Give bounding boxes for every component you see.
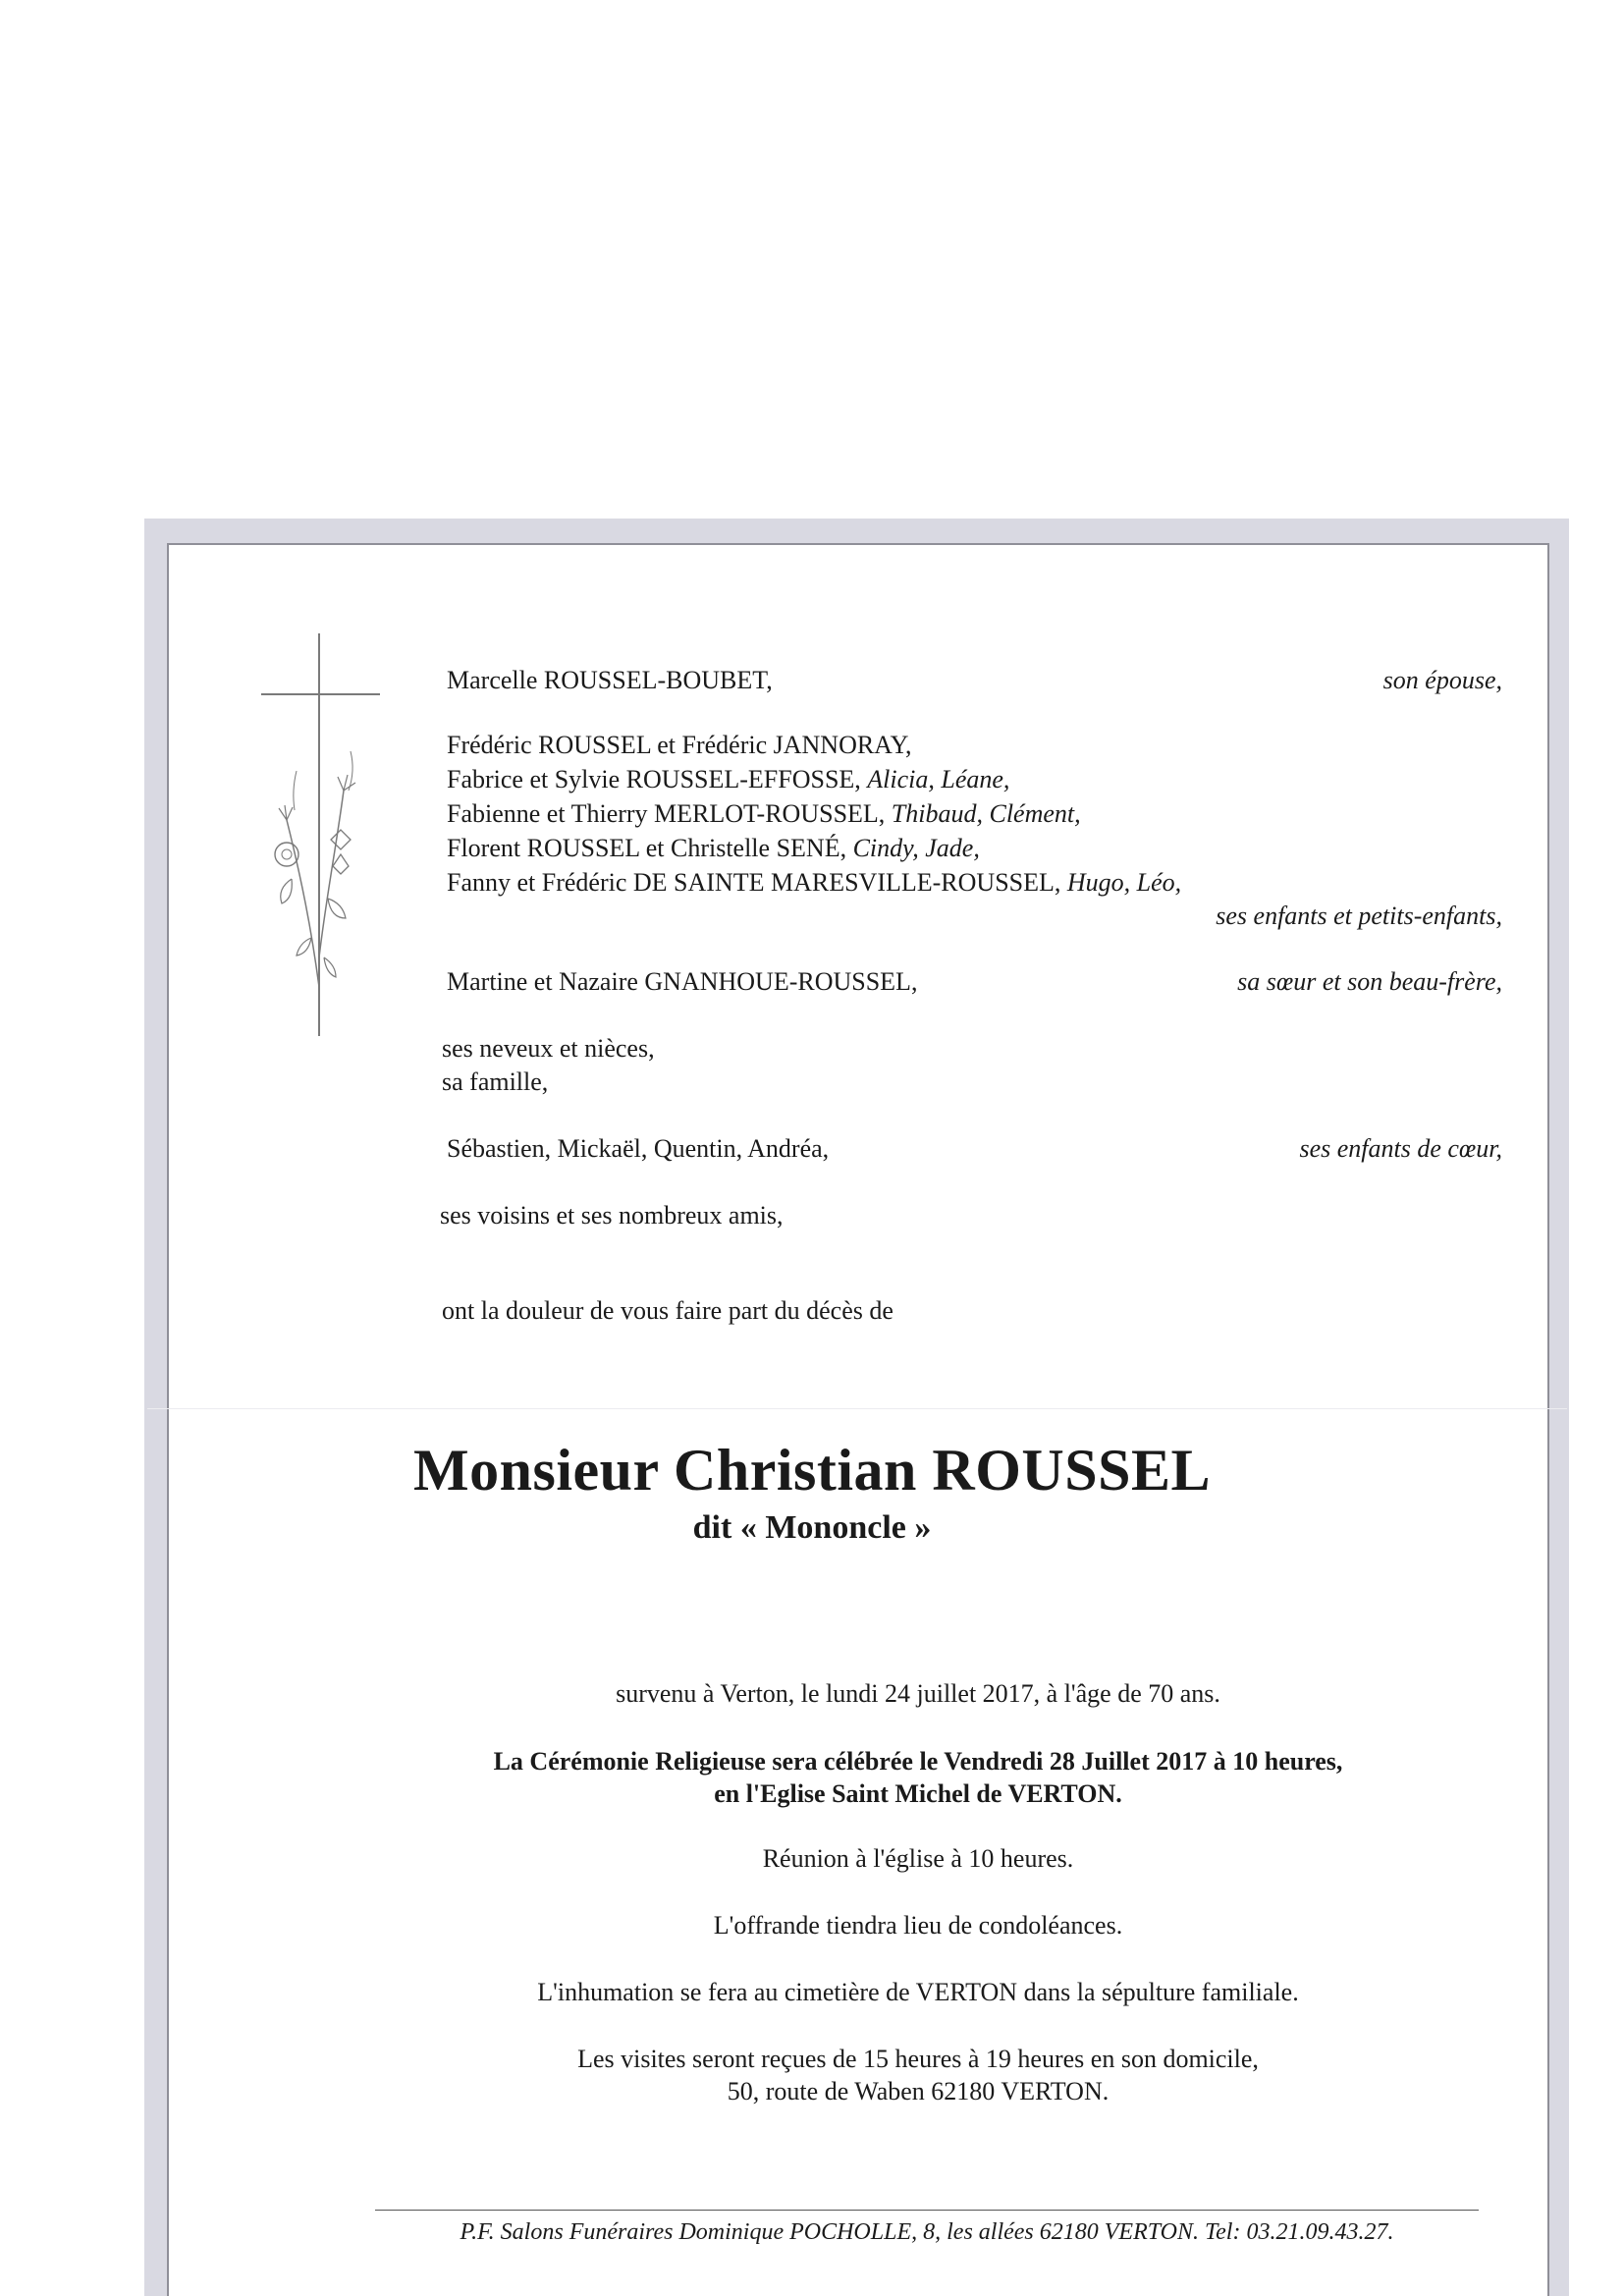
death-line: survenu à Verton, le lundi 24 juillet 2017, à l'âge de 70 ans. [616,1679,1220,1708]
fold-line [147,1408,1567,1409]
announce-line: ont la douleur de vous faire part du décès de [442,1296,893,1325]
visits-address: 50, route de Waben 62180 VERTON. [727,2077,1110,2105]
spouse-row [447,666,1502,695]
spouse-relation: son épouse, [1382,666,1502,694]
spouse-names: Marcelle ROUSSEL-BOUBET, [447,666,773,694]
meeting-line: Réunion à l'église à 10 heures. [762,1844,1074,1873]
grandchildren-names: Alicia, Léane, [867,765,1010,793]
child-line [447,731,912,760]
burial-line: L'inhumation se fera au cimetière de VERTON dans la sépulture familiale. [537,1978,1299,2006]
sibling-relation: sa sœur et son beau-frère, [1237,967,1502,996]
heart-children-relation: ses enfants de cœur, [1299,1134,1502,1163]
cross-flowers-icon [257,633,385,1046]
visits-line: Les visites seront reçues de 15 heures à 19 heures en son domicile, [577,2045,1259,2073]
grandchildren-names: Thibaud, Clément, [891,799,1081,828]
children-relation-row [447,902,1502,931]
nephews-line: ses neveux et nièces, [442,1034,655,1063]
offering-line: L'offrande tiendra lieu de condoléances. [713,1911,1123,1940]
child-names: Fabrice et Sylvie ROUSSEL-EFFOSSE, [447,765,861,793]
child-names: Florent ROUSSEL et Christelle SENÉ, [447,834,847,862]
sibling-names: Martine et Nazaire GNANHOUE-ROUSSEL, [447,967,918,996]
footer-rule [375,2210,1479,2211]
ceremony-place: en l'Eglise Saint Michel de VERTON. [714,1779,1122,1808]
funeral-home-footer: P.F. Salons Funéraires Dominique POCHOLLE, 8, les allées 62180 VERTON. Tel: 03.21.09.43.27. [460,2219,1394,2245]
deceased-name: Monsieur Christian ROUSSEL [412,1438,1212,1503]
grandchildren-names: Hugo, Léo, [1066,868,1182,897]
heart-children-names: Sébastien, Mickaël, Quentin, Andréa, [447,1134,830,1163]
grandchildren-names: Cindy, Jade, [852,834,980,862]
friends-line: ses voisins et ses nombreux amis, [440,1201,784,1230]
deceased-nickname: dit « Mononcle » [692,1509,932,1546]
child-line [447,799,1081,829]
ceremony-line: La Cérémonie Religieuse sera célébrée le Vendredi 28 Juillet 2017 à 10 heures, [493,1747,1343,1776]
child-names: Fabienne et Thierry MERLOT-ROUSSEL, [447,799,886,828]
sibling-row [447,967,1502,997]
child-names: Fanny et Frédéric DE SAINTE MARESVILLE-ROUSSEL, [447,868,1061,897]
child-line [447,765,1009,794]
child-line [447,868,1181,898]
children-relation: ses enfants et petits-enfants, [1216,902,1502,930]
child-names: Frédéric ROUSSEL et Frédéric JANNORAY, [447,731,912,759]
heart-children-row [447,1134,1502,1164]
child-line [447,834,980,863]
family-line: sa famille, [442,1067,549,1096]
